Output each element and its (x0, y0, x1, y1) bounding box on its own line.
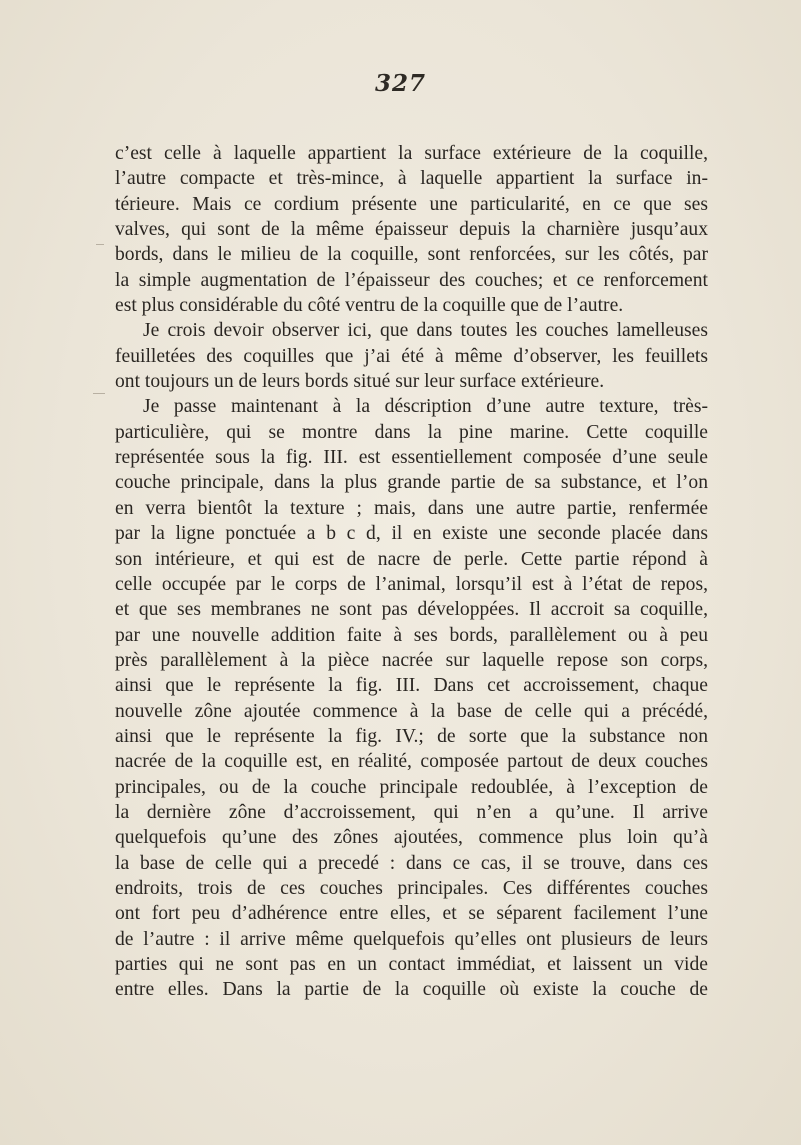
text-line: couche principale, dans la plus grande partie de sa substance, et l’on (115, 472, 708, 494)
text-line: feuilletées des coquilles que j’ai été à même d’observer, les feuillets (115, 345, 708, 367)
text-line: parties qui ne sont pas en un contact immédiat, et laissent un vide (115, 954, 708, 975)
text-line: la simple augmentation de l’épaisseur des couches; et ce renforcement (115, 269, 708, 291)
text-line: principales, ou de la couche principale redoublée, à l’exception de (115, 776, 708, 798)
text-line: quelquefois qu’une des zônes ajoutées, commence plus loin qu’à (115, 827, 708, 849)
text-line: Je crois devoir observer ici, que dans toutes les couches lamelleuses (143, 320, 708, 342)
text-line: est plus considérable du côté ventru de la coquille que de l’autre. (115, 295, 624, 317)
text-line: bords, dans le milieu de la coquille, sont renforcées, sur les côtés, par (115, 244, 708, 266)
text-line: ainsi que le représente la fig. III. Dans cet accroissement, chaque (115, 675, 708, 697)
text-line: c’est celle à laquelle appartient la surface extérieure de la coquille, (115, 143, 708, 164)
text-line: la base de celle qui a precedé : dans ce cas, il se trouve, dans ces (115, 852, 708, 874)
text-line: représentée sous la fig. III. est essentiellement composée d’une seule (115, 447, 708, 469)
text-line: par la ligne ponctuée a b c d, il en existe une seconde placée dans (115, 523, 708, 545)
body-text (115, 141, 708, 1003)
text-line: de l’autre : il arrive même quelquefois qu’elles ont plusieurs de leurs (115, 928, 708, 950)
text-line: son intérieure, et qui est de nacre de perle. Cette partie répond à (115, 548, 708, 570)
text-line: valves, qui sont de la même épaisseur depuis la charnière jusqu’aux (115, 219, 708, 241)
text-line: en verra bientôt la texture ; mais, dans une autre partie, renfermée (115, 497, 708, 519)
text-line: ont toujours un de leurs bords situé sur leur surface extérieure. (115, 371, 605, 393)
text-line: l’autre compacte et très-mince, à laquelle appartient la surface in- (115, 168, 708, 190)
text-line: térieure. Mais ce cordium présente une particularité, en ce que ses (115, 193, 708, 215)
text-line: endroits, trois de ces couches principales. Ces différentes couches (115, 877, 708, 899)
text-line: près parallèlement à la pièce nacrée sur laquelle repose son corps, (115, 649, 708, 671)
text-line: nacrée de la coquille est, en réalité, composée partout de deux couches (115, 751, 708, 773)
margin-mark (96, 244, 104, 245)
text-line: par une nouvelle addition faite à ses bords, parallèlement ou à peu (115, 624, 708, 646)
text-line: Je passe maintenant à la déscription d’une autre texture, très- (143, 396, 708, 418)
page-number: 327 (374, 70, 426, 97)
margin-mark (93, 393, 105, 394)
text-line: nouvelle zône ajoutée commence à la base de celle qui a précédé, (115, 700, 708, 722)
text-line: celle occupée par le corps de l’animal, lorsqu’il est à l’état de repos, (115, 573, 708, 595)
text-line: entre elles. Dans la partie de la coquille où existe la couche de (115, 979, 708, 1001)
text-line: particulière, qui se montre dans la pine marine. Cette coquille (115, 421, 708, 443)
text-line: la dernière zône d’accroissement, qui n’en a qu’une. Il arrive (115, 801, 708, 823)
text-line: ainsi que le représente la fig. IV.; de sorte que la substance non (115, 725, 708, 747)
text-line: ont fort peu d’adhérence entre elles, et se séparent facilement l’une (115, 903, 708, 925)
text-line: et que ses membranes ne sont pas développées. Il accroit sa coquille, (115, 599, 708, 621)
